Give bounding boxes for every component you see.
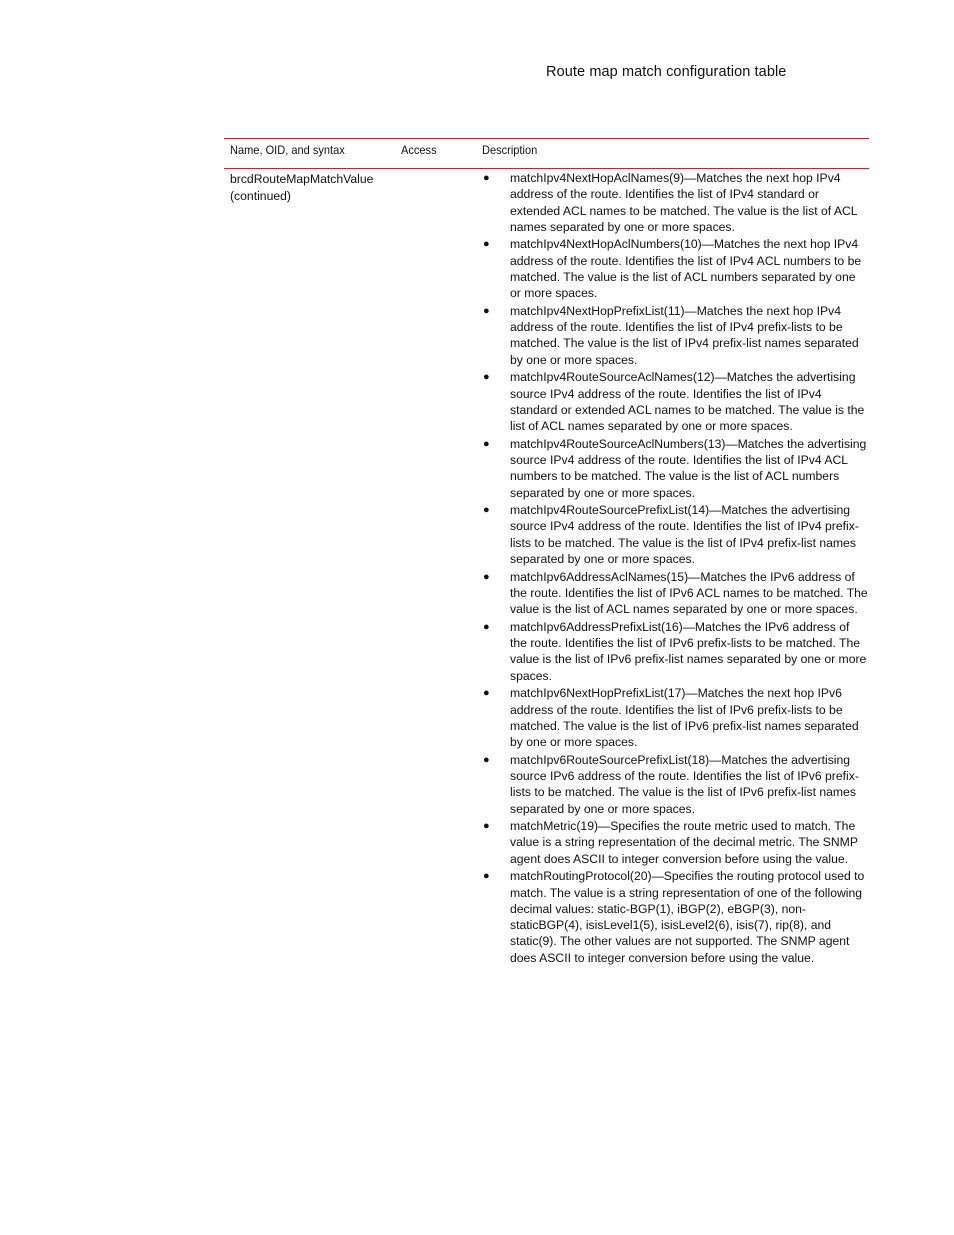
list-item-text: matchIpv6AddressAclNames(15)—Matches the IPv6 address of the route. Identifies the list of IPv6 ACL names to be matched. The value is the list of ACL names separated by one or more spaces. xyxy=(510,569,868,617)
list-item-text: matchIpv4NextHopAclNumbers(10)—Matches the next hop IPv4 address of the route. Identifies the list of IPv4 ACL numbers to be matched. The value is the list of ACL numbers separated by one or more spaces. xyxy=(510,237,862,301)
description-cell xyxy=(482,169,869,966)
column-header-name: Name, OID, and syntax xyxy=(230,143,345,157)
list-item-text: matchIpv4NextHopAclNames(9)—Matches the next hop IPv4 address of the route. Identifies the list of IPv4 standard or extended ACL names to be matched. The value is the list of ACL names separated by one or more spaces. xyxy=(510,171,858,234)
list-item-text: matchIpv4NextHopPrefixList(11)—Matches the next hop IPv4 address of the route. Identifies the list of IPv4 prefix-lists to be matched. The value is the list of IPv4 prefix-list names separated by one or more spaces. xyxy=(510,303,859,367)
list-item-text: matchIpv4RouteSourceAclNumbers(13)—Matches the advertising source IPv4 address of the route. Identifies the list of IPv4 ACL numbers to be matched. The value is the list of ACL numbers separated by one or more spaces. xyxy=(510,436,867,500)
list-item xyxy=(482,752,869,817)
bullet-icon: ● xyxy=(483,304,490,317)
continued-note: (continued) xyxy=(230,188,291,203)
list-item xyxy=(482,502,869,567)
bullet-icon: ● xyxy=(483,172,490,184)
bullet-icon: ● xyxy=(483,687,490,700)
bullet-icon: ● xyxy=(483,753,490,766)
list-item xyxy=(482,619,869,684)
bullet-icon: ● xyxy=(483,504,490,517)
bullet-icon: ● xyxy=(483,620,490,633)
table-row xyxy=(224,169,869,966)
list-item-text: matchIpv4RouteSourcePrefixList(14)—Matches the advertising source IPv4 address of the route. Identifies the list of IPv4 prefix-lists to be matched. The value is the list of IPv4 prefix-list names separated by one or more spaces. xyxy=(510,503,859,567)
mib-table xyxy=(224,138,869,967)
column-header-access: Access xyxy=(401,143,437,157)
list-item xyxy=(482,170,869,235)
running-header-title: Route map match configuration table xyxy=(546,64,787,80)
column-header-description: Description xyxy=(482,143,538,157)
bullet-icon: ● xyxy=(483,570,490,583)
list-item xyxy=(482,569,869,618)
bullet-icon: ● xyxy=(483,238,490,251)
object-name-cell xyxy=(230,171,395,204)
list-item-text: matchRoutingProtocol(20)—Specifies the routing protocol used to match. The value is a string representation of one of the following decimal values: static-BGP(1), iBGP(2), eBGP(3), non-staticBGP(4), isisLevel1(5), isisLevel2(6), isis(7), rip(8), and static(9). The other values are not supported. The SNMP agent does ASCII to integer conversion before using the value. xyxy=(510,869,865,965)
list-item xyxy=(482,236,869,301)
list-item xyxy=(482,685,869,750)
table-header-row xyxy=(224,139,869,168)
bullet-icon: ● xyxy=(483,820,490,833)
bullet-icon: ● xyxy=(483,870,490,883)
bullet-icon: ● xyxy=(483,371,490,384)
object-name: brcdRouteMapMatchValue xyxy=(230,172,374,186)
list-item-text: matchIpv4RouteSourceAclNames(12)—Matches the advertising source IPv4 address of the route. Identifies the list of IPv4 standard or extended ACL names to be matched. The value is the list of ACL names separated by one or more spaces. xyxy=(510,370,865,434)
list-item-text: matchIpv6RouteSourcePrefixList(18)—Matches the advertising source IPv6 address of the route. Identifies the list of IPv6 prefix-lists to be matched. The value is the list of IPv6 prefix-list names separated by one or more spaces. xyxy=(510,752,859,816)
list-item xyxy=(482,303,869,368)
list-item-text: matchIpv6NextHopPrefixList(17)—Matches the next hop IPv6 address of the route. Identifies the list of IPv6 prefix-lists to be matched. The value is the list of IPv6 prefix-list names separated by one or more spaces. xyxy=(510,686,859,750)
list-item xyxy=(482,868,869,966)
list-item xyxy=(482,818,869,867)
list-item xyxy=(482,369,869,434)
list-item-text: matchMetric(19)—Specifies the route metric used to match. The value is a string representation of the decimal metric. The SNMP agent does ASCII to integer conversion before using the value. xyxy=(510,819,858,866)
bullet-icon: ● xyxy=(483,437,490,450)
list-item xyxy=(482,436,869,501)
description-list xyxy=(482,170,869,966)
list-item-text: matchIpv6AddressPrefixList(16)—Matches the IPv6 address of the route. Identifies the list of IPv6 prefix-lists to be matched. The value is the list of IPv6 prefix-list names separated by one or more spaces. xyxy=(510,619,867,683)
